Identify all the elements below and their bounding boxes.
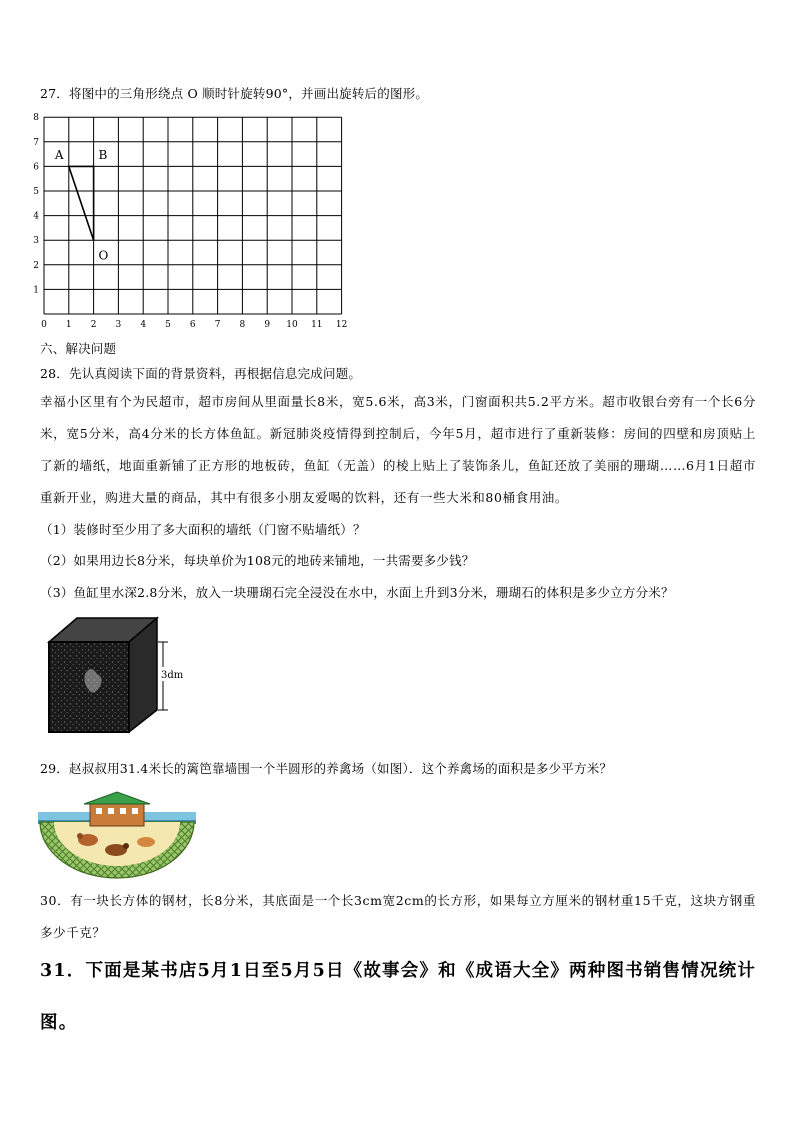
question-28-body: 幸福小区里有个为民超市，超市房间从里面量长8米，宽5.6米，高3米，门窗面积共5.2平方米。超市收银台旁有一个长6分米，宽5分米，高4分米的长方体鱼缸。新冠肺炎疫情得到控制后，今年5月，超市进行了重新装修：房间的四壁和房顶贴上了新的墙纸，地面重新铺了正方形的地板砖，鱼缸（无盖）的棱上贴上了装饰条儿，鱼缸还放了美丽的珊瑚……6月1日超市重新开业，购进大量的商品，其中有很多小朋友爱喝的饮料，还有一些大米和80桶食用油。 [40,394,756,505]
x-tick-label: 10 [286,320,298,330]
y-tick-label: 4 [33,211,39,222]
x-tick-label: 11 [311,320,323,330]
y-tick-label: 2 [33,260,39,271]
dimension-label: 3dm [161,670,184,681]
poultry-yard-figure [38,792,196,880]
y-tick-label: 7 [33,137,39,148]
y-tick-label: 1 [33,285,39,296]
x-tick-label: 6 [189,320,196,330]
point-label-O: O [98,248,109,263]
x-tick-label: 1 [65,320,72,330]
y-tick-label: 8 [33,113,39,124]
question-28-title: 28．先认真阅读下面的背景资料，再根据信息完成问题。 [40,366,362,381]
question-27-text: 27．将图中的三角形绕点 O 顺时针旋转90°，并画出旋转后的图形。 [40,86,429,101]
x-tick-label: 9 [264,320,271,330]
fish-tank-figure [45,612,195,740]
x-tick-label: 3 [115,320,122,330]
y-tick-label: 3 [33,236,39,247]
question-28-sub2: （2）如果用边长8分米，每块单价为108元的地砖来铺地，一共需要多少钱？ [40,553,475,568]
question-29-text: 29．赵叔叔用31.4米长的篱笆靠墙围一个半圆形的养禽场（如图）．这个养禽场的面积是多少平方米？ [40,761,613,776]
x-tick-label: 2 [90,320,97,330]
y-tick-label: 6 [33,162,39,173]
question-30-text: 30．有一块长方体的钢材，长8分米，其底面是一个长3cm宽2cm的长方形，如果每立方厘米的钢材重15千克，这块方钢重多少千克？ [40,893,756,940]
x-tick-label: 0 [41,320,47,330]
question-28-sub3: （3）鱼缸里水深2.8分米，放入一块珊瑚石完全浸没在水中，水面上升到3分米，珊瑚石的体积是多少立方分米？ [40,585,674,600]
x-tick-label: 4 [140,320,147,330]
point-label-B: B [98,148,108,163]
x-tick-label: 8 [239,320,246,330]
x-tick-label: 12 [335,320,348,330]
coordinate-grid [30,110,360,335]
question-31-text: 31．下面是某书店5月1日至5月5日《故事会》和《成语大全》两种图书销售情况统计图。 [40,961,757,1033]
y-tick-label: 5 [33,187,39,197]
question-28-sub1: （1）装修时至少用了多大面积的墙纸（门窗不贴墙纸）？ [40,522,366,537]
x-tick-label: 5 [165,320,171,330]
triangle-AOB [69,166,94,240]
point-label-A: A [54,148,64,163]
x-tick-label: 7 [214,320,221,330]
section-heading: 六、解决问题 [40,341,117,356]
